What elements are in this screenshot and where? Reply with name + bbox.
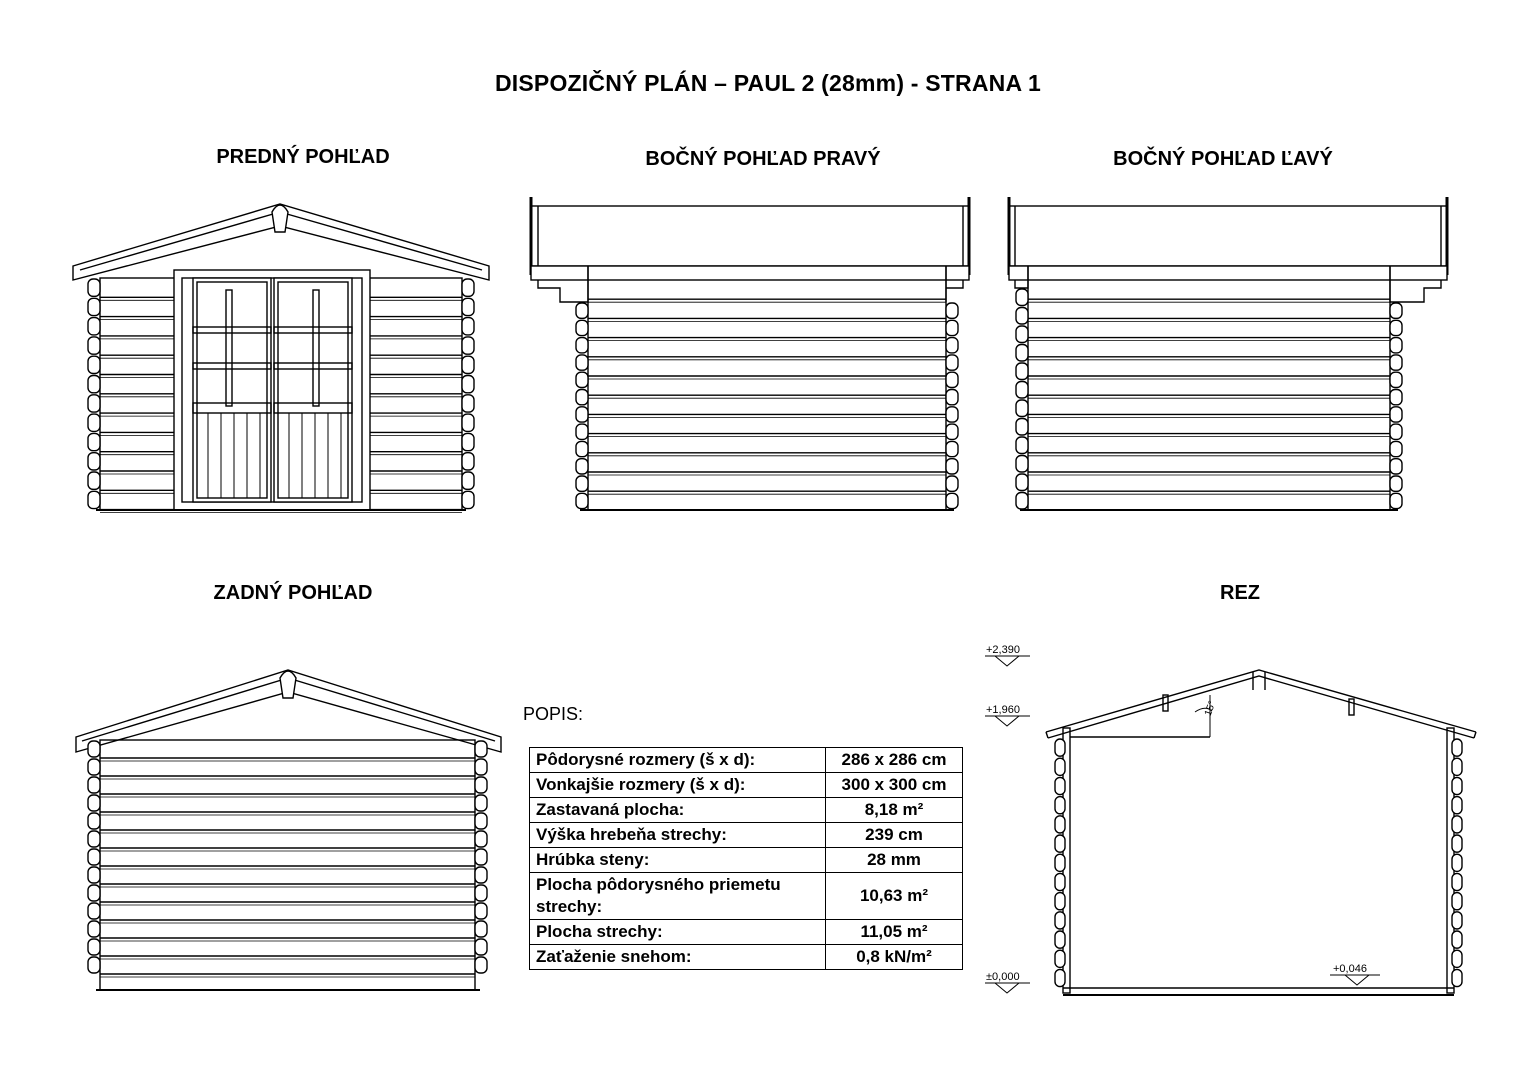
side-right-view-drawing (531, 197, 969, 510)
level-zero-label: ±0,000 (986, 971, 1020, 983)
roof-angle-label: 15° (1202, 699, 1219, 718)
spec-value: 11,05 m² (826, 920, 963, 945)
back-view-drawing (76, 670, 501, 990)
spec-label: Zastavaná plocha: (530, 798, 826, 823)
spec-label: Hrúbka steny: (530, 848, 826, 873)
level-eave-label: +1,960 (986, 704, 1020, 716)
spec-value: 8,18 m² (826, 798, 963, 823)
spec-value: 286 x 286 cm (826, 748, 963, 773)
spec-row (530, 920, 963, 945)
spec-row (530, 748, 963, 773)
spec-label: Výška hrebeňa strechy: (530, 823, 826, 848)
spec-row (530, 848, 963, 873)
section-view-drawing (985, 656, 1476, 995)
page-title: DISPOZIČNÝ PLÁN – PAUL 2 (28mm) - STRANA 1 (494, 70, 1041, 96)
level-top-label: +2,390 (986, 644, 1020, 656)
spec-label: Plocha pôdorysného priemetu strechy: (530, 873, 826, 920)
level-floor-label: +0,046 (1333, 963, 1367, 975)
spec-value: 300 x 300 cm (826, 773, 963, 798)
spec-value: 239 cm (826, 823, 963, 848)
spec-value: 28 mm (826, 848, 963, 873)
spec-value: 0,8 kN/m² (826, 945, 963, 970)
spec-label: Pôdorysné rozmery (š x d): (530, 748, 826, 773)
spec-row (530, 945, 963, 970)
section-view-label: REZ (1220, 582, 1260, 604)
spec-label: Zaťaženie snehom: (530, 945, 826, 970)
side-left-view-label: BOČNÝ POHĽAD ĽAVÝ (1113, 148, 1333, 170)
side-left-view-drawing (1009, 197, 1447, 510)
spec-row (530, 773, 963, 798)
spec-label: Plocha strechy: (530, 920, 826, 945)
spec-label: Vonkajšie rozmery (š x d): (530, 773, 826, 798)
spec-row (530, 798, 963, 823)
popis-label: POPIS: (523, 704, 584, 724)
spec-row (530, 873, 963, 920)
side-right-view-label: BOČNÝ POHĽAD PRAVÝ (645, 148, 881, 170)
spec-table (529, 747, 963, 970)
spec-value: 10,63 m² (826, 873, 963, 920)
front-view-label: PREDNÝ POHĽAD (216, 146, 390, 168)
back-view-label: ZADNÝ POHĽAD (213, 582, 373, 604)
front-view-drawing (73, 204, 489, 513)
spec-row (530, 823, 963, 848)
